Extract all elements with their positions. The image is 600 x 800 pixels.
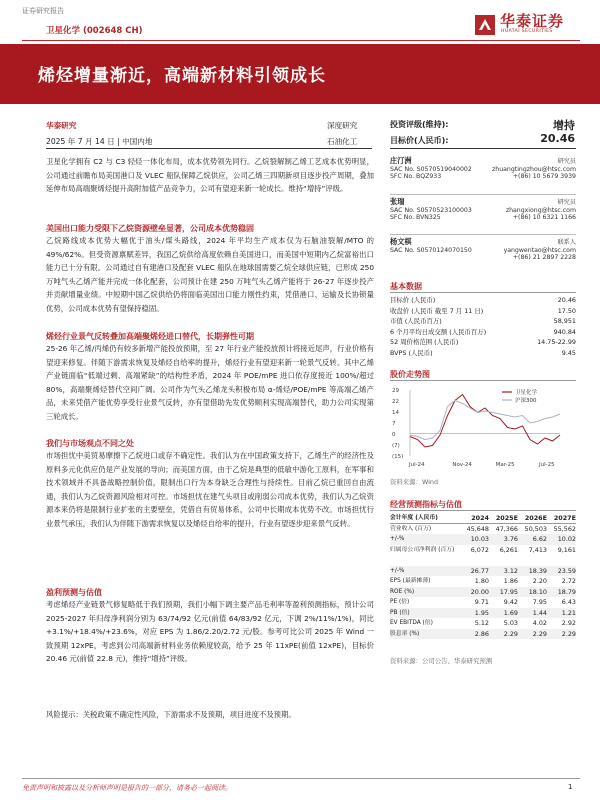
forecast-cell: 18.79 xyxy=(557,587,576,596)
section-text-4: 考虑烯烃产业链景气修复略低于我们预期，我们小幅下调主要产品毛利率等盈利预测指标，预计公司 2025-2027 年归母净利润分别为 63/74/92 亿元(前值 64/83/92 亿元，下调 2%/11%/1%)，同比+3.1%/+18.4%/+23.6%，对应 EPS 为 1.86/2.20/2.72 元/股。参考可比公司 2025 年 Wind 一致预期 12xPE，考虑到公司高端新材料业务依赖度较高，给予 25 年 11xPE(前值 12xPE)，目标价 20.46 元(前值 22.8 元)，维持“增持”评级。 xyxy=(46,600,374,664)
analyst-role: 研究员 xyxy=(557,199,576,206)
analyst-name: 庄汀洲 xyxy=(390,156,412,165)
forecast-cell: 2024 xyxy=(471,514,489,522)
y-tick-label: 29 xyxy=(392,388,399,394)
forecast-cell: 7,413 xyxy=(528,545,547,554)
forecast-cell: 9,161 xyxy=(557,545,576,554)
report-date: 2025 年 7 月 14 日 | 中国内地 xyxy=(46,137,153,146)
analyst-phone: +(86) 21 2897 2228 xyxy=(512,254,576,261)
forecast-row xyxy=(390,608,576,619)
forecast-row xyxy=(390,618,576,629)
y-tick-label: 22 xyxy=(392,399,399,405)
forecast-cell: 5.12 xyxy=(474,619,489,627)
analyst-block-2 xyxy=(390,197,576,221)
analyst-block-3 xyxy=(390,237,576,261)
analyst-sac: SAC No. S0570519040002 xyxy=(390,166,472,173)
footer-divider xyxy=(22,778,580,779)
rating-value: 增持 xyxy=(553,119,575,132)
legend-label: 沪深300 xyxy=(515,398,537,404)
forecast-cell: 2026E xyxy=(524,514,547,522)
forecast-row xyxy=(390,545,576,566)
section-heading-1: 美国出口能力受限下乙烷资源壁垒显著，公司成本优势稳固 xyxy=(46,224,254,233)
forecast-cell: 6.62 xyxy=(532,535,547,543)
section-text-3: 市场担忧中美贸易摩擦下乙烷进口或存不确定性。我们认为在中国政策支持下，乙烯生产的经济性及原料多元化供应仍是产业发展的导向；而美国方面，由于乙烷是典型的低敏中游化工原料，在军事和技术领域并不具备战略控制价值，限制出口行为本身缺乏合理性与持续性。目前乙烷已重回自由流通，我们认为乙烷资源风险相对可控。市场担忧在建气头项目或削弱公司成本优势，我们认为乙烷资源本来仍将是限制行业扩张的主要壁垒，凭借自有贸易体系，公司中长期成本优势不改。市场担忧行业景气承压，我们认为伴随下游需求恢复以及烯烃自给率的提升，行业有望逐步迎来景气反转。 xyxy=(46,451,374,528)
forecast-cell: 2.86 xyxy=(474,629,489,638)
forecast-cell: 18.10 xyxy=(528,587,547,596)
section-text-1: 乙烷路线成本优势大幅优于油头/煤头路线，2024 年平均生产成本仅为石脑油裂解/MTO 的 49%/62%。但受资源禀赋差异，我国乙烷供给高度依赖自美国进口，而美国中短期内乙烷富裕出口能力已十分有限。公司通过自有建港口及配套 VLEC 船队在地球国需要乙烷全球供应链，已形成 250 万吨气头乙烯产能并完成一体化配套，公司预计在建 250 万吨气头乙烯产能将于 26-27 年逐步投产并贡献增量业绩。中短期中国乙烷供给仍将面临美国出口能力刚性约束，凭借港口、运输及长协锁量优势，公司成本优势有望保持稳固。 xyxy=(46,236,374,313)
forecast-row xyxy=(390,566,576,577)
forecast-cell: 55,562 xyxy=(553,524,576,533)
forecast-divider xyxy=(390,510,576,511)
analyst-phone: +(86) 10 5679 3939 xyxy=(512,173,576,180)
forecast-row xyxy=(390,629,576,640)
basic-row: 收盘价 (人民币 截至 7 月 11 日) 17.50 xyxy=(390,306,576,315)
basic-row: 52 周价格范围 (人民币) 14.75-22.99 xyxy=(390,338,576,346)
forecast-cell: 5.03 xyxy=(503,619,518,627)
forecast-cell: 45,648 xyxy=(466,524,489,533)
basic-row: 市值 (人民币百万) 58,951 xyxy=(390,317,576,325)
forecast-label: 归属母公司净利润 (百万) xyxy=(390,546,455,553)
y-tick-label: 7 xyxy=(392,421,396,427)
analyst-divider xyxy=(390,234,576,235)
forecast-cell: 20.00 xyxy=(470,587,489,596)
forecast-cell: 2.20 xyxy=(532,577,547,585)
basic-data-heading: 基本数据 xyxy=(390,282,422,291)
forecast-cell: 1.80 xyxy=(474,577,489,585)
forecast-cell: 2.72 xyxy=(561,577,576,585)
chart-source: 资料来源：Wind xyxy=(390,478,439,486)
forecast-cell: 10.02 xyxy=(557,535,576,543)
analyst-role: 研究员 xyxy=(557,158,576,165)
chart-heading: 股价走势图 xyxy=(390,370,430,379)
rating-divider xyxy=(390,148,576,149)
forecast-cell: 9.71 xyxy=(474,598,489,606)
forecast-row xyxy=(390,524,576,535)
forecast-cell: 2.29 xyxy=(503,629,518,638)
stock-code: 卫星化学 (002648 CH) xyxy=(46,26,143,36)
forecast-heading: 经营预测指标与估值 xyxy=(390,500,462,509)
section-text-2: 25-26 年乙烯/丙烯仍有较多新增产能投放预期，至 27 年行业产能投放预计将接近尾声，行业价格有望迎来修复。伴随下游需求恢复及烯烃自给率的提升，烯烃行业有望迎来新一轮景气反转。其中乙烯产业链面临“低端过剩、高端紧缺”的结构性矛盾，2024 年 POE/mPE 进口依存度接近 100%/超过 80%，高端聚烯烃替代空间广阔。公司作为气头乙烯龙头积极布局 α-烯烃/POE/mPE 等高端乙烯产品，未来凭借产能优势享受行业景气反转，亦有望借助先发优势顺利实现高端替代，助力公司实现第三轮成长。 xyxy=(46,344,374,421)
forecast-cell: 1.44 xyxy=(532,608,547,617)
forecast-table xyxy=(390,513,576,639)
basic-data-table xyxy=(390,295,576,358)
x-tick-label: Nov-24 xyxy=(452,462,472,468)
forecast-cell: 6,261 xyxy=(499,545,518,554)
section-heading-3: 我们与市场观点不同之处 xyxy=(46,439,134,448)
analyst-block-1 xyxy=(390,156,576,180)
stock-price-chart xyxy=(390,384,576,474)
forecast-cell: 9.42 xyxy=(503,598,518,606)
forecast-cell: 26.77 xyxy=(470,566,489,575)
analyst-divider xyxy=(390,194,576,195)
section-heading-4: 盈利预测与估值 xyxy=(46,588,102,597)
forecast-header-row xyxy=(390,513,576,524)
x-tick-label: Jul-24 xyxy=(409,462,425,468)
forecast-cell: 3.12 xyxy=(503,566,518,575)
rating-label: 投资评级(维持): xyxy=(390,120,449,129)
forecast-cell: 7.95 xyxy=(532,598,547,606)
analyst-email[interactable]: zhuangtingzhou@htsc.com xyxy=(492,166,576,173)
y-tick-label: 14 xyxy=(392,410,399,416)
forecast-cell: 1.69 xyxy=(503,608,518,617)
basic-row: 目标价 (人民币) 20.46 xyxy=(390,296,576,304)
huatai-logo-icon xyxy=(474,14,496,36)
forecast-cell: 1.95 xyxy=(474,608,489,617)
risk-note: 风险提示：关税政策不确定性风险，下游需求不及预期，项目进度不及预期。 xyxy=(46,710,296,719)
section-heading-2: 烯烃行业景气反转叠加高端聚烯烃进口替代，长期弹性可期 xyxy=(46,332,254,341)
forecast-cell: 1.86 xyxy=(503,577,518,585)
analyst-sfc: SFC No. BVN325 xyxy=(390,214,441,221)
research-label: 华泰研究 xyxy=(46,121,77,130)
forecast-cell: 17.95 xyxy=(499,587,518,596)
logo-text: 华泰证券 xyxy=(500,12,565,30)
forecast-cell: 1.21 xyxy=(561,608,576,617)
report-kind: 深度研究 xyxy=(327,121,358,130)
forecast-label: ROE (%) xyxy=(390,588,415,595)
disclaimer[interactable]: 免责声明和披露以及分析师声明是报告的一部分，请务必一起阅读。 xyxy=(22,784,232,792)
forecast-cell: 6.43 xyxy=(561,598,576,606)
target-label: 目标价(人民币): xyxy=(390,136,449,145)
forecast-cell: 4.02 xyxy=(532,619,547,627)
logo-text-en: HUATAI SECURITIES xyxy=(501,29,553,34)
analyst-phone: +(86) 10 6321 1166 xyxy=(512,214,576,221)
forecast-label: 股息率 (%) xyxy=(390,630,420,637)
forecast-cell: 47,366 xyxy=(495,524,518,533)
forecast-label: 会计年度 (人民币) xyxy=(390,515,438,521)
forecast-label: EPS (最新摊薄) xyxy=(390,578,431,584)
forecast-cell: 2027E xyxy=(553,514,576,522)
forecast-cell: 3.76 xyxy=(503,535,518,543)
basic-row: 6 个月平均日成交额 (人民币百万) 940.84 xyxy=(390,327,576,336)
forecast-cell: 2.29 xyxy=(561,629,576,638)
basic-row: BVPS (人民币) 9.45 xyxy=(390,348,576,357)
analyst-email[interactable]: zhangxiong@htsc.com xyxy=(505,207,576,214)
forecast-label: 营业收入 (百万) xyxy=(390,525,432,532)
forecast-cell: 6,072 xyxy=(470,545,489,554)
page-number: 1 xyxy=(568,783,573,791)
forecast-label: +/-% xyxy=(390,567,405,574)
forecast-cell: 2025E xyxy=(495,514,518,522)
forecast-cell: 23.59 xyxy=(557,566,576,575)
analyst-sac: SAC No. S0570523100003 xyxy=(390,207,472,214)
forecast-label: PE (倍) xyxy=(390,599,410,605)
y-tick-label: (15) xyxy=(392,454,404,460)
analyst-name: 杨文棋 xyxy=(390,237,412,246)
forecast-label: PB (倍) xyxy=(390,609,410,616)
analyst-sac: SAC No. S0570124070150 xyxy=(390,247,472,254)
analyst-role: 联系人 xyxy=(557,239,576,246)
series-line-stock xyxy=(410,395,560,448)
report-tag: 证券研究报告 xyxy=(22,7,64,15)
forecast-cell: 10.03 xyxy=(470,535,489,543)
forecast-row xyxy=(390,587,576,598)
target-value: 20.46 xyxy=(540,132,575,145)
legend-label: 卫星化学 xyxy=(515,390,538,396)
forecast-cell: 50,503 xyxy=(524,524,547,533)
meta-divider xyxy=(46,148,372,149)
analyst-sfc: SFC No. BQZ933 xyxy=(390,173,442,180)
chart-divider xyxy=(390,380,576,381)
forecast-label: EV EBITDA (倍) xyxy=(390,620,433,626)
forecast-label: +/-% xyxy=(390,536,405,542)
forecast-row xyxy=(390,576,576,587)
industry: 石油化工 xyxy=(327,137,358,146)
x-tick-label: Mar-25 xyxy=(495,462,515,468)
report-title: 烯烃增量渐近，高端新材料引领成长 xyxy=(38,66,326,86)
x-tick-label: Jul-25 xyxy=(539,462,555,468)
analyst-email[interactable]: yangwentao@htsc.com xyxy=(503,247,576,254)
y-tick-label: (7) xyxy=(392,443,400,449)
basic-data-divider xyxy=(390,292,576,293)
forecast-source: 资料来源：公司公告、华泰研究预测 xyxy=(390,657,493,665)
forecast-cell: 18.39 xyxy=(528,566,547,575)
forecast-cell: 2.92 xyxy=(561,619,576,627)
forecast-row xyxy=(390,597,576,608)
forecast-cell: 2.29 xyxy=(532,629,547,638)
header-divider xyxy=(22,40,580,41)
intro-paragraph: 卫星化学拥有 C2 与 C3 轻烃一体化布局，成本优势领先同行。乙烷裂解制乙烯工艺成本优势明显，公司通过前瞻布局美国港口及 VLEC 船队保障乙烷供应，公司乙烯三四期新项目逐步投产周期，叠加延伸布局高端聚烯烃提升高附加值产品竞争力，公司有望迎来新一轮成长。维持“增持”评级。 xyxy=(46,157,374,194)
analyst-name: 张瑞 xyxy=(390,197,405,206)
forecast-row xyxy=(390,534,576,545)
y-tick-label: 0 xyxy=(392,432,396,438)
